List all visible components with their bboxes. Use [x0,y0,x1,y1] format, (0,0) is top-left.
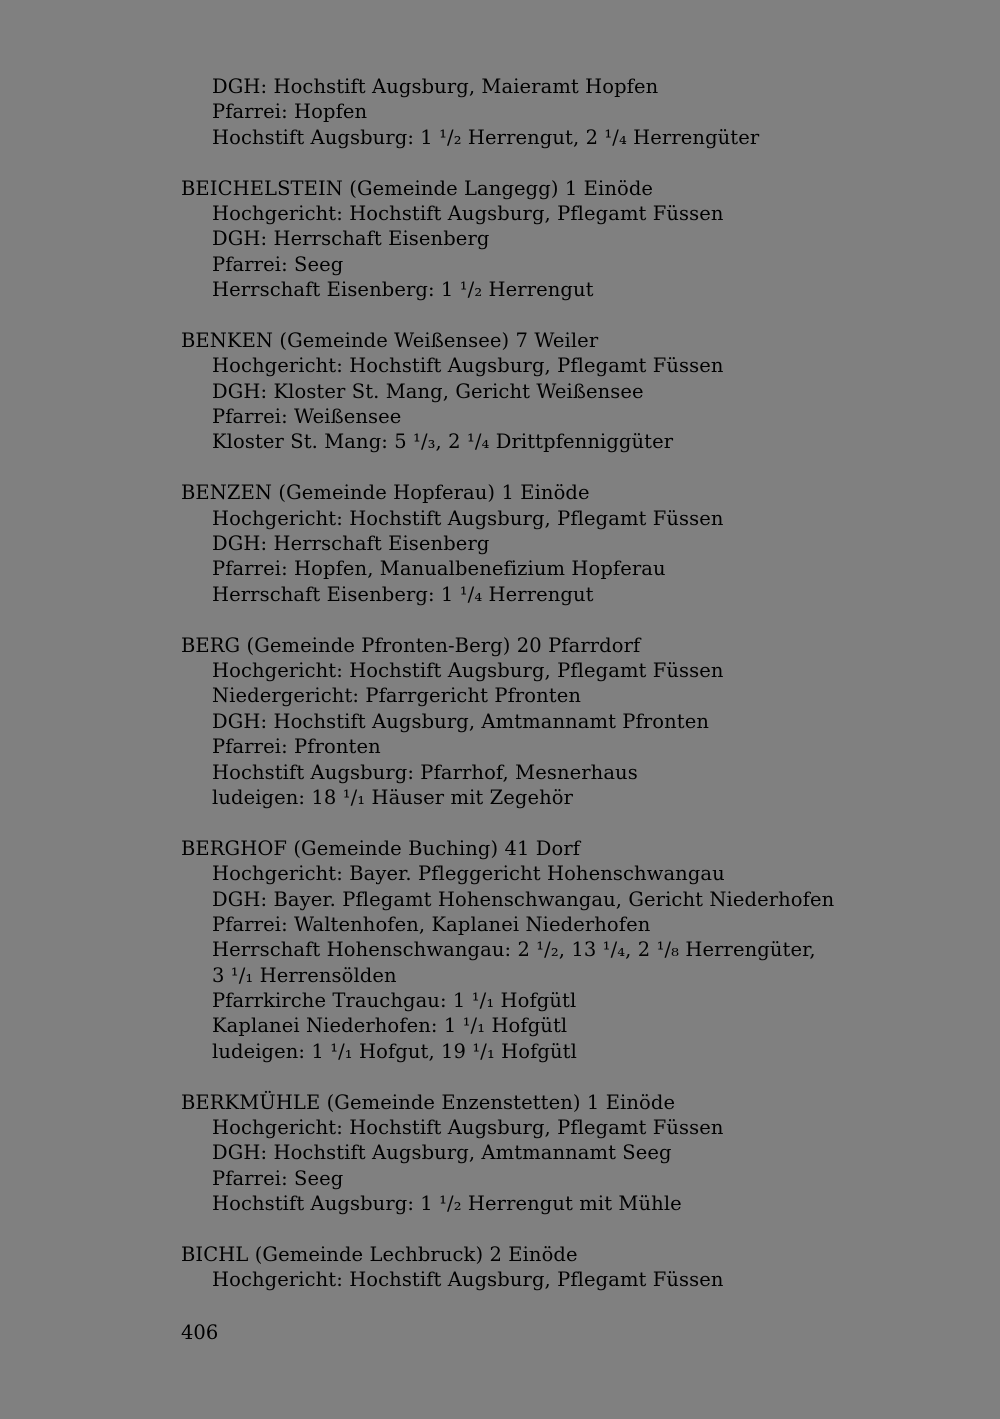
entry-detail-line: ludeigen: 18 ¹/₁ Häuser mit Zegehör [212,785,574,809]
entry-detail-line: 3 ¹/₁ Herrensölden [212,963,397,987]
entry-detail-line: Hochgericht: Hochstift Augsburg, Pflegamt Füssen [212,201,724,225]
entry-detail-line: Pfarrei: Hopfen [212,100,368,124]
entry-spacer [181,1064,861,1089]
entry-detail-line: DGH: Hochstift Augsburg, Amtmannamt Pfronten [212,709,710,733]
entry-spacer [181,607,861,632]
entry-detail-line: Hochstift Augsburg: 1 ¹/₂ Herrengut mit Mühle [212,1192,682,1216]
entry-detail-line: Pfarrei: Waltenhofen, Kaplanei Niederhofen [212,912,651,936]
place-entry [181,480,861,607]
entry-detail-line: Hochgericht: Hochstift Augsburg, Pflegamt Füssen [212,1268,724,1292]
entry-detail-line: Niedergericht: Pfarrgericht Pfronten [212,684,582,708]
entry-detail-line: Pfarrei: Seeg [212,252,344,276]
entry-spacer [181,455,861,480]
entry-detail-line: Kaplanei Niederhofen: 1 ¹/₁ Hofgütl [212,1014,568,1038]
entry-detail-line: DGH: Kloster St. Mang, Gericht Weißensee [212,379,644,403]
entry-detail-line: Pfarrei: Weißensee [212,405,402,429]
entry-detail-line: DGH: Hochstift Augsburg, Maieramt Hopfen [212,75,659,98]
entry-detail-line: Hochgericht: Hochstift Augsburg, Pflegamt Füssen [212,506,724,530]
place-heading: BENKEN (Gemeinde Weißensee) 7 Weiler [181,328,599,352]
place-entry [181,74,861,150]
entry-detail-line: Pfarrei: Seeg [212,1166,344,1190]
entry-detail-line: Pfarrei: Hopfen, Manualbenefizium Hopferau [212,557,666,581]
entry-detail-line: Herrschaft Hohenschwangau: 2 ¹/₂, 13 ¹/₄, 2 ¹/₈ Herrengüter, [212,938,816,962]
entry-detail-line: Hochstift Augsburg: Pfarrhof, Mesnerhaus [212,760,638,784]
place-heading: BERG (Gemeinde Pfronten-Berg) 20 Pfarrdorf [181,633,641,657]
place-heading: BEICHELSTEIN (Gemeinde Langegg) 1 Einöde [181,176,654,200]
entry-detail-line: Pfarrei: Pfronten [212,735,381,759]
place-entry [181,633,861,811]
place-entry [181,328,861,455]
entry-spacer [181,1217,861,1242]
place-heading: BERKMÜHLE (Gemeinde Enzenstetten) 1 Einöde [181,1090,676,1114]
entry-detail-line: Hochgericht: Hochstift Augsburg, Pflegamt Füssen [212,658,724,682]
place-heading: BENZEN (Gemeinde Hopferau) 1 Einöde [181,481,590,505]
entry-detail-line: DGH: Hochstift Augsburg, Amtmannamt Seeg [212,1141,672,1165]
entry-detail-line: Hochgericht: Bayer. Pfleggericht Hohenschwangau [212,862,725,886]
entry-detail-line: DGH: Herrschaft Eisenberg [212,532,490,556]
page-number: 406 [181,1321,219,1344]
place-heading: BERGHOF (Gemeinde Buching) 41 Dorf [181,836,581,860]
entry-detail-line: Hochgericht: Hochstift Augsburg, Pflegamt Füssen [212,354,724,378]
entry-list [181,74,861,1293]
entry-detail-line: Herrschaft Eisenberg: 1 ¹/₄ Herrengut [212,582,594,606]
entry-detail-line: DGH: Bayer. Pflegamt Hohenschwangau, Gericht Niederhofen [212,887,835,911]
place-entry [181,836,861,1065]
entry-detail-line: Hochstift Augsburg: 1 ¹/₂ Herrengut, 2 ¹/₄ Herrengüter [212,125,760,149]
place-entry [181,1090,861,1217]
entry-detail-line: Pfarrkirche Trauchgau: 1 ¹/₁ Hofgütl [212,989,577,1013]
entry-detail-line: Herrschaft Eisenberg: 1 ¹/₂ Herrengut [212,278,594,302]
entry-detail-line: Kloster St. Mang: 5 ¹/₃, 2 ¹/₄ Drittpfenniggüter [212,430,674,454]
place-heading: BICHL (Gemeinde Lechbruck) 2 Einöde [181,1242,578,1266]
entry-spacer [181,303,861,328]
place-entry [181,176,861,303]
entry-detail-line: ludeigen: 1 ¹/₁ Hofgut, 19 ¹/₁ Hofgütl [212,1039,577,1063]
entry-detail-line: DGH: Herrschaft Eisenberg [212,227,490,251]
entry-spacer [181,150,861,175]
place-entry [181,1242,861,1293]
entry-detail-line: Hochgericht: Hochstift Augsburg, Pflegamt Füssen [212,1116,724,1140]
entry-spacer [181,810,861,835]
